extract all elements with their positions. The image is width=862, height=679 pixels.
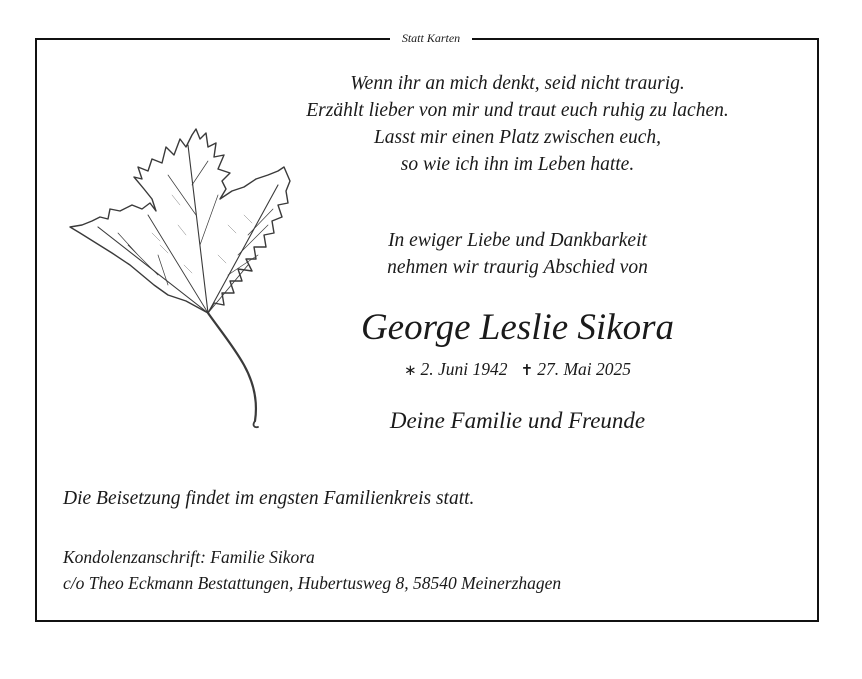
poem-line: Lasst mir einen Platz zwischen euch, [373, 127, 662, 148]
poem-line: so wie ich ihn im Leben hatte. [400, 154, 635, 175]
death-date: 27. Mai 2025 [537, 359, 632, 379]
farewell-line: In ewiger Liebe und Dankbarkeit [388, 230, 647, 251]
header-label-row [0, 31, 862, 45]
address-line: c/o Theo Eckmann Bestattungen, Hubertusweg 8, 58540 Meinerzhagen [63, 573, 562, 593]
deceased-name: George Leslie Sikora [360, 307, 675, 348]
poem-line: Erzählt lieber von mir und traut euch ruhig zu lachen. [306, 100, 729, 121]
condolence-address [63, 544, 561, 596]
birth-star-icon: ∗ [403, 361, 417, 379]
burial-note: Die Beisetzung findet im engsten Familienkreis statt. [63, 488, 475, 509]
poem-line: Wenn ihr an mich denkt, seid nicht traurig. [350, 73, 685, 94]
life-dates [240, 357, 795, 382]
farewell-line: nehmen wir traurig Abschied von [387, 257, 648, 278]
mourners-signature: Deine Familie und Freunde [389, 408, 646, 433]
birth-date: 2. Juni 1942 [420, 359, 508, 379]
death-cross-icon: ✝ [520, 361, 534, 379]
header-label: Statt Karten [390, 31, 472, 45]
poem [240, 70, 795, 178]
address-line: Kondolenzanschrift: Familie Sikora [63, 547, 315, 567]
farewell-text [240, 227, 795, 281]
